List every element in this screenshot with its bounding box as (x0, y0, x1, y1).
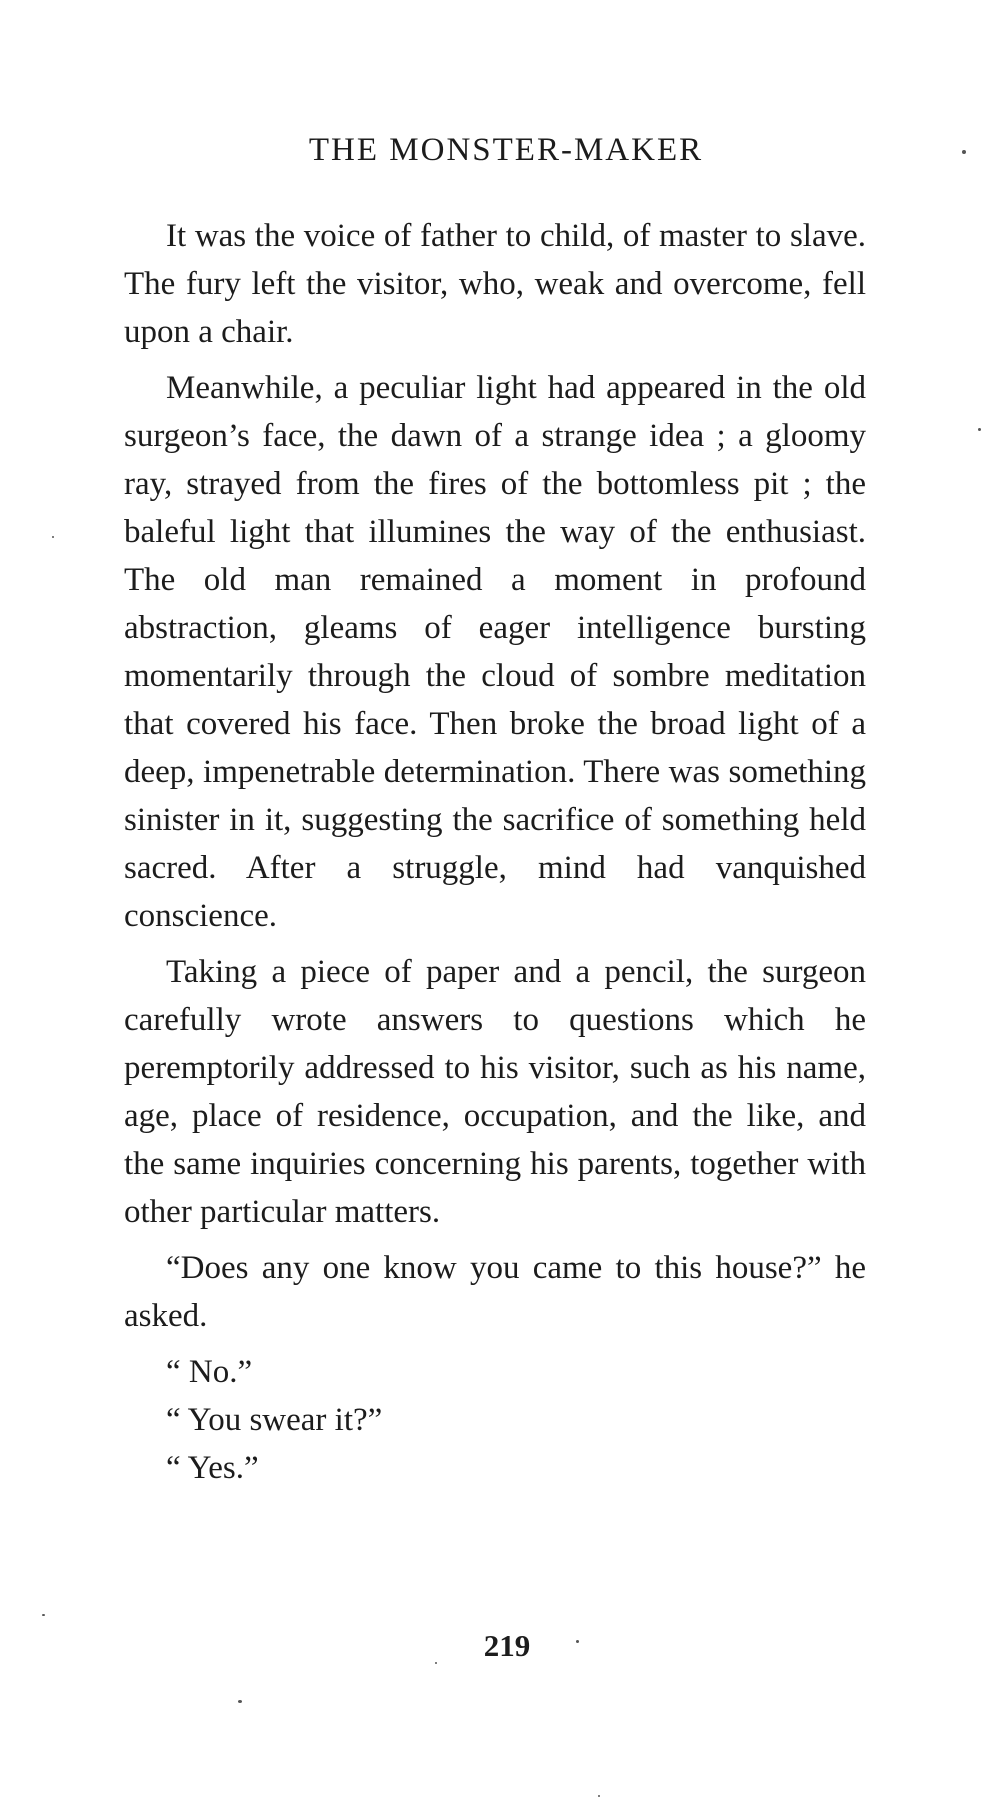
body-text (124, 212, 866, 1492)
dialogue-line-swear: “ You swear it?” (166, 1402, 383, 1438)
paragraph-1: It was the voice of father to child, of master to slave. The fury left the visitor, who, weak and overcome, fell upon a chair. (124, 218, 866, 350)
paragraph-4: “Does any one know you came to this house?” he asked. (124, 1250, 866, 1334)
paragraph-2: Meanwhile, a peculiar light had appeared in the old surgeon’s face, the dawn of a strange idea ; a gloomy ray, strayed from the fires of the bottomless pit ; the baleful light that illumines the way of the enthusiast. The old man remained a moment in profound abstraction, gleams of eager intelligence bursting momentarily through the cloud of sombre meditation that covered his face. Then broke the broad light of a deep, impenetrable determination. There was something sinister in it, suggesting the sacrifice of something held sacred. After a struggle, mind had vanquished conscience. (124, 370, 866, 934)
dialogue-line-no: “ No.” (166, 1354, 253, 1390)
scan-speck (435, 1662, 437, 1664)
scan-speck (52, 536, 54, 538)
scan-speck (978, 428, 981, 431)
dialogue-line-yes: “ Yes.” (166, 1450, 259, 1486)
scan-speck (962, 150, 966, 154)
running-head: THE MONSTER-MAKER (308, 132, 704, 168)
scan-speck (576, 1640, 579, 1643)
scan-speck (42, 1614, 45, 1616)
scan-speck (598, 1795, 600, 1797)
paragraph-3: Taking a piece of paper and a pencil, the surgeon carefully wrote answers to questions which he peremptorily addressed to his visitor, such as his name, age, place of residence, occupation, and the like, and the same inquiries concerning his parents, together with other particular matters. (124, 954, 866, 1230)
page-number: 219 (483, 1628, 531, 1663)
scan-speck (238, 1700, 242, 1703)
